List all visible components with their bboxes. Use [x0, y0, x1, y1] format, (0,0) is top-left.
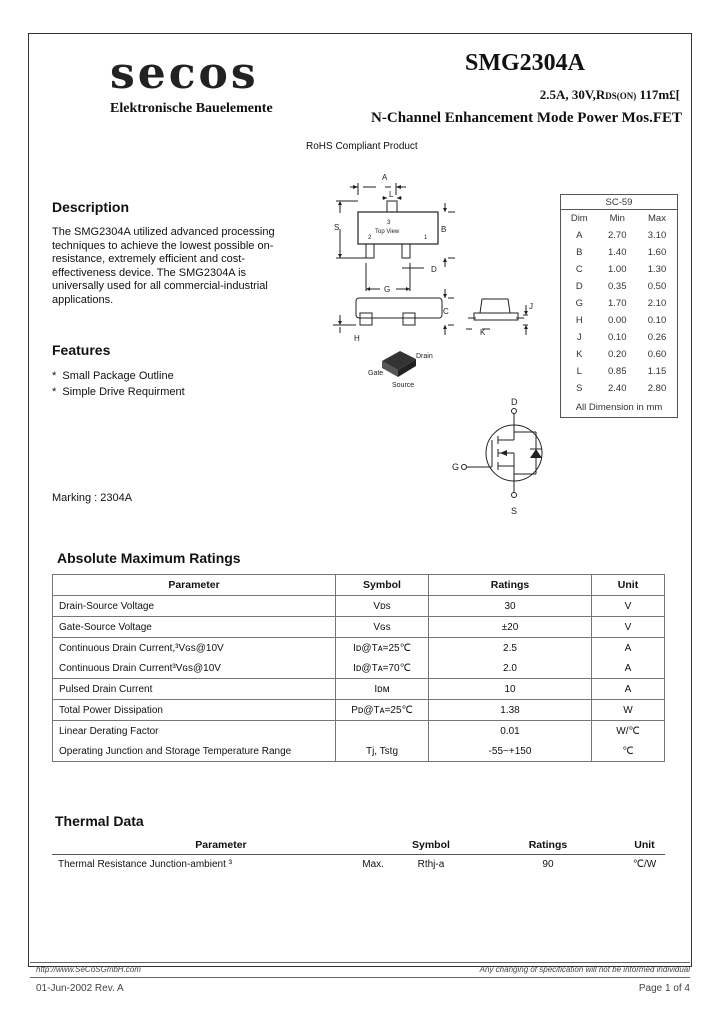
dim-label-a: A [382, 173, 388, 182]
dim-label-s: S [334, 223, 340, 232]
amr-row [53, 721, 665, 742]
source-label: Source [392, 382, 415, 389]
dim-cell-name: B [576, 247, 583, 258]
dim-cell-name: A [576, 230, 583, 241]
dim-label-d: D [431, 265, 437, 274]
footer-rule [30, 977, 690, 978]
amr-cell-symbol: Vɢs [336, 617, 429, 638]
secos-logo: secos [110, 48, 259, 99]
thermal-table [52, 836, 665, 873]
amr-header-ratings: Ratings [429, 575, 592, 596]
footer-rule [30, 962, 690, 963]
thermal-rating: 90 [542, 858, 554, 870]
amr-cell-symbol: Vᴅs [336, 596, 429, 617]
drain-label: Drain [416, 353, 433, 360]
thermal-qualifier: Max. [362, 858, 384, 870]
dim-row [561, 295, 678, 312]
dim-label-g: G [384, 285, 391, 294]
dim-row [561, 346, 678, 363]
dim-row [561, 244, 678, 261]
amr-cell-rating: 10 [429, 679, 592, 700]
thermal-header-symbol: Symbol [390, 836, 472, 855]
dim-cell-name: G [575, 298, 583, 309]
footer-url[interactable]: http://www.SeCoSGmbH.com [36, 965, 141, 974]
dim-label-j: J [529, 302, 533, 311]
amr-cell-param: Continuous Drain Current,³Vɢs@10V [53, 638, 336, 659]
device-subtitle: N-Channel Enhancement Mode Power Mos.FET [371, 110, 682, 126]
thermal-symbol: Rthj-a [417, 858, 445, 870]
amr-cell-rating: 2.0 [429, 658, 592, 679]
amr-cell-unit: A [592, 658, 665, 679]
amr-row [53, 700, 665, 721]
dim-cell-max: 2.80 [647, 383, 667, 394]
amr-cell-rating: -55~+150 [429, 741, 592, 762]
footer-date: 01-Jun-2002 Rev. A [36, 983, 124, 994]
amr-cell-unit: V [592, 617, 665, 638]
thermal-unit: ℃/W [632, 858, 657, 870]
amr-cell-rating: 30 [429, 596, 592, 617]
part-number: SMG2304A [465, 50, 585, 76]
dim-cell-name: H [575, 315, 583, 326]
features-heading: Features [52, 342, 111, 358]
footer-page: Page 1 of 4 [638, 983, 690, 994]
amr-cell-rating: 1.38 [429, 700, 592, 721]
dim-cell-name: J [576, 332, 582, 343]
dim-cell-min: 0.00 [608, 315, 627, 326]
dim-label-l: L [389, 190, 394, 199]
dim-cell-max: 3.10 [647, 230, 667, 241]
amr-row [53, 741, 665, 762]
amr-header-symbol: Symbol [336, 575, 429, 596]
thermal-header-parameter: Parameter [52, 836, 390, 855]
dim-header-max: Max [648, 213, 666, 224]
description-text: The SMG2304A utilized advanced processing techniques to achieve the lowest possible on-resistance, extremely efficient and cost-effectiveness device. The SMG2304A is universally used for all commercial-industrial applications. [52, 226, 275, 306]
dim-header-min: Min [609, 213, 625, 224]
dim-row [561, 278, 678, 295]
feature-item: * Simple Drive Requirment [52, 386, 185, 398]
dim-cell-name: D [575, 281, 583, 292]
pin2-label: 2 [368, 235, 372, 241]
dim-row [561, 329, 678, 346]
amr-cell-unit: W/℃ [592, 721, 665, 742]
amr-header-unit: Unit [592, 575, 665, 596]
company-tagline: Elektronische Bauelemente [110, 101, 273, 116]
amr-cell-param: Pulsed Drain Current [53, 679, 336, 700]
amr-cell-param: Total Power Dissipation [53, 700, 336, 721]
amr-cell-rating: 2.5 [429, 638, 592, 659]
dim-cell-name: C [575, 264, 583, 275]
amr-cell-unit: A [592, 679, 665, 700]
spec-tail: 117m£[ [636, 87, 680, 102]
dim-label-b: B [441, 225, 447, 234]
pin1-label: 1 [424, 235, 428, 241]
amr-cell-rating: 0.01 [429, 721, 592, 742]
amr-cell-param: Continuous Drain Current³Vɢs@10V [53, 658, 336, 679]
amr-header-parameter: Parameter [53, 575, 336, 596]
dim-cell-min: 0.85 [608, 366, 627, 377]
dim-header-dim: Dim [570, 213, 588, 224]
features-list [52, 368, 185, 400]
amr-table [52, 574, 665, 762]
dim-cell-max: 0.60 [647, 349, 667, 360]
dim-row [561, 312, 678, 329]
dim-cell-min: 2.40 [608, 383, 627, 394]
spec-main: 2.5A, 30V,R [539, 87, 606, 102]
dim-cell-min: 0.10 [608, 332, 627, 343]
marking-text: Marking : 2304A [52, 492, 133, 504]
pin3-label: 3 [387, 220, 391, 226]
amr-cell-unit: V [592, 596, 665, 617]
amr-heading: Absolute Maximum Ratings [57, 550, 241, 566]
dim-row [561, 227, 678, 244]
amr-cell-symbol: Iᴅᴍ [336, 679, 429, 700]
dimension-table [560, 194, 678, 418]
dim-table-note: All Dimension in mm [575, 401, 663, 413]
amr-cell-symbol: Iᴅ@Tᴀ=70℃ [336, 658, 429, 679]
spec-subscript: DS(ON) [605, 91, 637, 101]
amr-cell-param: Linear Derating Factor [53, 721, 336, 742]
thermal-header-ratings: Ratings [472, 836, 624, 855]
feature-item: * Small Package Outline [52, 370, 174, 382]
amr-row [53, 617, 665, 638]
dim-cell-max: 1.60 [647, 247, 667, 258]
dim-cell-name: L [576, 366, 582, 377]
amr-cell-param: Gate-Source Voltage [53, 617, 336, 638]
amr-cell-param: Operating Junction and Storage Temperature Range [53, 741, 336, 762]
thermal-header-unit: Unit [624, 836, 665, 855]
spec-line [540, 87, 680, 103]
dim-cell-min: 0.35 [608, 281, 627, 292]
dim-cell-max: 0.50 [647, 281, 667, 292]
amr-cell-param: Drain-Source Voltage [53, 596, 336, 617]
dim-label-h: H [354, 334, 360, 343]
dim-row [561, 380, 678, 397]
dim-cell-min: 1.00 [608, 264, 627, 275]
symbol-gate-label: G [452, 462, 460, 472]
dim-cell-max: 1.30 [647, 264, 667, 275]
amr-cell-rating: ±20 [429, 617, 592, 638]
dim-cell-max: 2.10 [647, 298, 667, 309]
dim-cell-min: 0.20 [608, 349, 627, 360]
footer-disclaimer: Any changing of specification will not be informed individual [479, 965, 690, 974]
dim-table-caption: SC-59 [561, 195, 678, 210]
amr-cell-symbol: Pᴅ@Tᴀ=25℃ [336, 700, 429, 721]
thermal-row [52, 855, 665, 874]
dim-cell-min: 1.40 [608, 247, 627, 258]
description-heading: Description [52, 199, 130, 215]
amr-cell-symbol [336, 721, 429, 742]
package-outline-drawing [330, 165, 560, 395]
amr-row [53, 638, 665, 659]
top-view-label: Top View [375, 229, 400, 235]
dim-cell-min: 1.70 [608, 298, 627, 309]
dim-row [561, 261, 678, 278]
amr-row [53, 596, 665, 617]
amr-cell-unit: W [592, 700, 665, 721]
dim-label-k: K [480, 328, 486, 337]
dim-cell-max: 0.10 [647, 315, 667, 326]
amr-cell-unit: A [592, 638, 665, 659]
mosfet-symbol [448, 396, 558, 518]
dim-cell-max: 0.26 [647, 332, 667, 343]
dim-row [561, 363, 678, 380]
dim-cell-max: 1.15 [647, 366, 667, 377]
symbol-drain-label: D [511, 397, 518, 407]
gate-label: Gate [368, 370, 384, 377]
symbol-source-label: S [511, 506, 518, 516]
dim-cell-name: K [576, 349, 583, 360]
dim-label-c: C [443, 307, 449, 316]
dim-cell-name: S [576, 383, 583, 394]
amr-row [53, 679, 665, 700]
amr-cell-symbol: Tj, Tstg [336, 741, 429, 762]
thermal-param: Thermal Resistance Junction-ambient ³ [58, 858, 232, 870]
amr-cell-unit: ℃ [592, 741, 665, 762]
amr-cell-symbol: Iᴅ@Tᴀ=25℃ [336, 638, 429, 659]
dim-cell-min: 2.70 [608, 230, 627, 241]
thermal-heading: Thermal Data [55, 813, 144, 829]
amr-row [53, 658, 665, 679]
rohs-label: RoHS Compliant Product [306, 141, 418, 152]
